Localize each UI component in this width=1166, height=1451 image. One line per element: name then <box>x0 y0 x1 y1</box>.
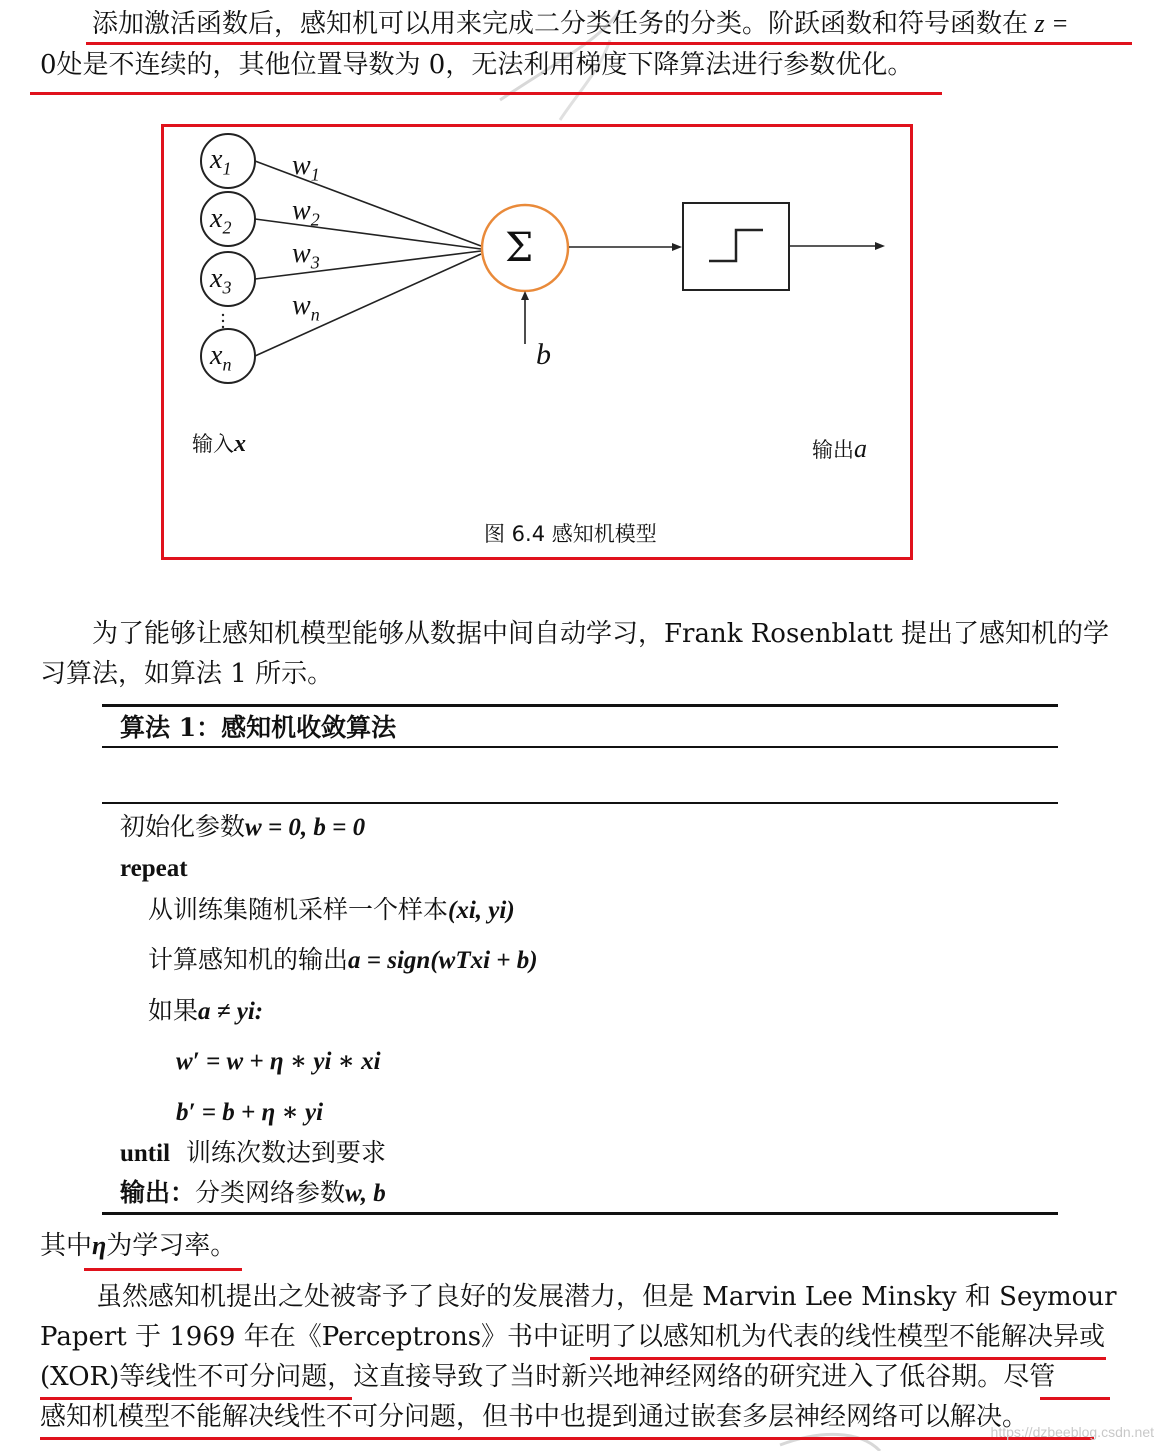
label-wn: $w_n$ <box>292 290 320 325</box>
algo-compute: 计算感知机的输出a = sign(wTxi + b) <box>148 945 538 974</box>
figure-caption: 图 6.4 感知机模型 <box>484 522 657 546</box>
label-w3: $w_3$ <box>292 238 320 273</box>
output-label: 输出a <box>812 434 867 463</box>
edge-xn <box>255 254 481 356</box>
para2-line-1: 为了能够让感知机模型能够从数据中间自动学习，Frank Rosenblatt 提出了感知机的学 <box>92 619 1110 649</box>
para2-line-2: 习算法，如算法 1 所示。 <box>40 659 334 689</box>
algo-update-b: b′ = b + η ∗ yi <box>176 1099 324 1126</box>
para3-line-3: (XOR)等线性不可分问题，这直接导致了当时新兴地神经网络的研究进入了低谷期。尽管 <box>40 1362 1056 1392</box>
algo-update-w: w′ = w + η ∗ yi ∗ xi <box>176 1048 381 1075</box>
edge-x3 <box>255 251 481 279</box>
algo-sample: 从训练集随机采样一个样本(xi, yi) <box>148 895 515 924</box>
watermark-text: https://dzbeeblog.csdn.net <box>990 1424 1154 1440</box>
para3-line-4: 感知机模型不能解决线性不可分问题，但书中也提到通过嵌套多层神经网络可以解决。 <box>40 1402 1029 1432</box>
underline-intro-2 <box>30 92 942 95</box>
algo-until: until 训练次数达到要求 <box>120 1138 386 1167</box>
algo-top-rule <box>102 704 1058 707</box>
label-x2: $x_2$ <box>210 203 232 238</box>
algo-body-rule <box>102 802 1058 804</box>
label-xn: $x_n$ <box>210 340 232 375</box>
algo-bottom-rule <box>102 1212 1058 1215</box>
underline-eta <box>84 1268 242 1271</box>
algo-if: 如果a ≠ yi: <box>148 996 264 1025</box>
algo-title-rule <box>102 746 1058 748</box>
underline-para3-d <box>40 1437 1094 1440</box>
label-x1: $x_1$ <box>210 144 232 179</box>
step-icon <box>709 230 763 261</box>
algo-repeat: repeat <box>120 855 188 882</box>
intro-line-1: 添加激活函数后，感知机可以用来完成二分类任务的分类。阶跃函数和符号函数在 z = <box>92 9 1069 39</box>
label-w1: $w_1$ <box>292 150 320 185</box>
algo-output: 输出：分类网络参数w, b <box>120 1178 386 1207</box>
algo-init: 初始化参数w = 0, b = 0 <box>120 812 366 841</box>
sum-symbol: Σ <box>505 225 534 271</box>
algo-title: 算法 1：感知机收敛算法 <box>120 713 397 742</box>
para3-line-2: Papert 于 1969 年在《Perceptrons》书中证明了以感知机为代表的线性模型不能解决异或 <box>40 1322 1106 1352</box>
para3-line-1: 虽然感知机提出之处被寄予了良好的发展潜力，但是 Marvin Lee Minsky 和 Seymour <box>96 1282 1117 1312</box>
eta-note: 其中η为学习率。 <box>40 1231 237 1261</box>
label-w2: $w_2$ <box>292 195 320 230</box>
intro-line-2: 0处是不连续的，其他位置导数为 0，无法利用梯度下降算法进行参数优化。 <box>40 50 914 80</box>
label-bias: b <box>536 338 551 371</box>
label-x3: $x_3$ <box>210 263 232 298</box>
input-label: 输入x <box>192 431 246 457</box>
